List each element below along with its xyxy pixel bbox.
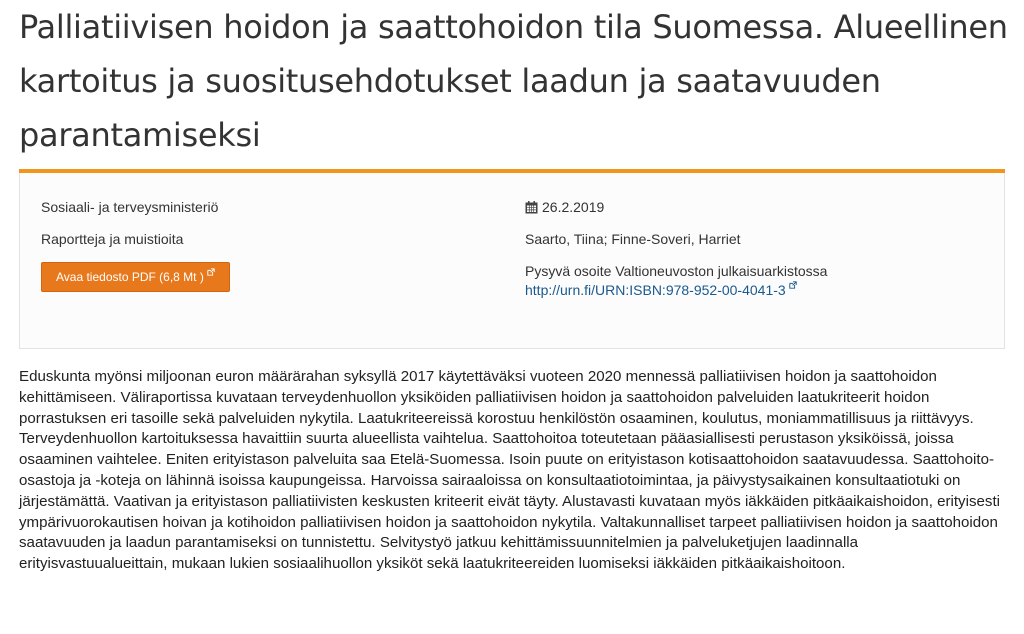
metadata-right-column <box>525 199 985 300</box>
permanent-link-text: http://urn.fi/URN:ISBN:978-952-00-4041-3 <box>525 282 786 298</box>
metadata-panel <box>19 173 1005 349</box>
abstract-text: Eduskunta myönsi miljoonan euron määrärahan syksyllä 2017 käytettäväksi vuoteen 2020 mennessä palliatiivisen hoidon ja saattohoidon kehittämiseen. Väliraportissa kuvataan terveydenhuollon yksiköiden palliatiivisen hoidon ja saattohoidon palveluiden laatukriteerit hoidon porrastuksen eri tasoille sekä palveluiden nykytila. Laatukriteereissä korostuu henkilöstön osaaminen, koulutus, moniammatillisuus ja riittävyys. Terveydenhuollon kartoituksessa havaittiin suurta alueellista vaihtelua. Saattohoitoa toteutetaan pääasiallisesti perustason yksiköissä, joissa osaaminen vaihtelee. Eniten erityistason palveluita saa Etelä-Suomessa. Isoin puute on erityistason kotisaattohoidon saatavuudessa. Saattohoito-osastoja ja -koteja on lähinnä isoissa kaupungeissa. Harvoissa sairaaloissa on konsultaatiotoimintaa, ja päivystysaikainen konsultaatiotuki on järjestämättä. Vaativan ja erityistason palliatiivisten keskusten kriteerit eivät täyty. Alustavasti kuvataan myös iäkkäiden pitkäaikaishoidon, erityisesti ympärivuorokautisen hoivan ja kotihoidon palliatiivisen hoidon ja saattohoidon nykytila. Valtakunnalliset tarpeet palliatiivisen hoidon ja saattohoidon saatavuuden ja laadun parantamiseksi on tunnistettu. Selvitystyö jatkuu kehittämissuunnitelmien ja palveluketjujen laadinnalla erityisvastuualueittain, mukaan lukien sosiaalihuollon yksiköt sekä laatukriteereiden luomiseksi iäkkäiden pitkäaikaishoitoon. <box>19 368 1000 573</box>
permanent-address-label: Pysyvä osoite Valtioneuvoston julkaisuarkistossa <box>525 263 828 279</box>
open-pdf-button[interactable] <box>41 262 230 292</box>
permanent-link[interactable] <box>525 282 797 298</box>
calendar-icon <box>525 201 538 214</box>
publication-date <box>525 199 985 215</box>
open-pdf-button-label: Avaa tiedosto PDF (6,8 Mt ) <box>56 270 204 284</box>
authors: Saarto, Tiina; Finne-Soveri, Harriet <box>525 231 741 247</box>
publication-date-value: 26.2.2019 <box>542 199 605 215</box>
external-link-icon <box>207 268 215 276</box>
series: Raportteja ja muistioita <box>41 231 184 247</box>
page-title: Palliatiivisen hoidon ja saattohoidon tila Suomessa. Alueellinen kartoitus ja suositusehdotukset laadun ja saatavuuden parantamiseksi <box>19 8 1008 154</box>
metadata-left-column <box>41 199 501 292</box>
publisher: Sosiaali- ja terveysministeriö <box>41 199 219 215</box>
external-link-icon <box>789 281 797 289</box>
